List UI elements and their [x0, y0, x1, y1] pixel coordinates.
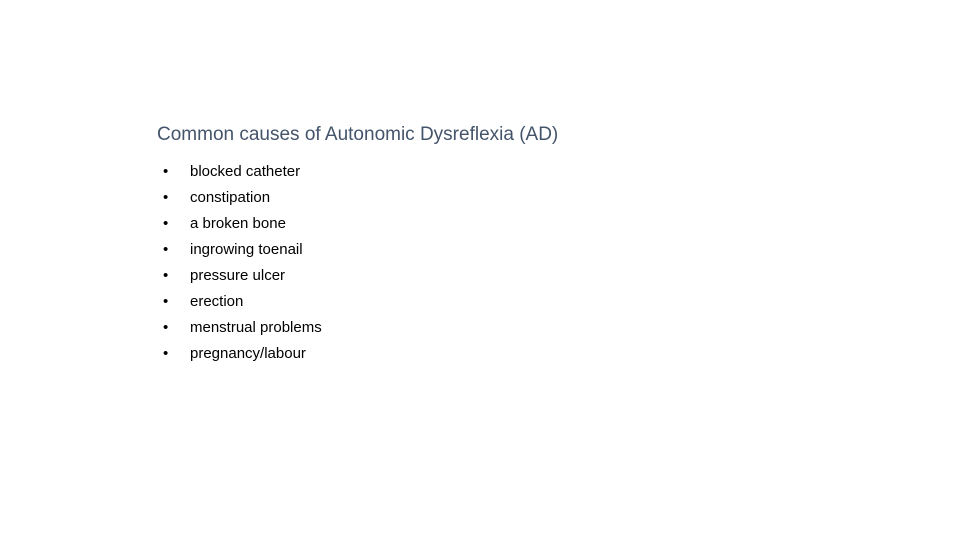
bullet-icon: • [163, 267, 169, 284]
list-item-text: constipation [190, 189, 271, 207]
bullet-icon: • [163, 292, 169, 310]
list-item [163, 288, 322, 314]
bullet-icon: • [163, 215, 169, 233]
bullet-icon: • [163, 344, 169, 362]
list-item [163, 185, 322, 211]
bullet-list [163, 159, 322, 366]
list-item-text: ingrowing toenail [190, 241, 303, 259]
list-item-text: pressure ulcer [190, 267, 286, 284]
list-item [163, 340, 322, 366]
list-item-text: a broken bone [190, 215, 286, 233]
list-item-text: blocked catheter [190, 163, 301, 181]
list-item-text: menstrual problems [190, 318, 322, 336]
bullet-icon: • [163, 189, 169, 207]
list-item [163, 314, 322, 340]
bullet-icon: • [163, 318, 169, 336]
bullet-icon: • [163, 241, 169, 259]
bullet-icon: • [163, 163, 169, 181]
list-item [163, 263, 322, 289]
list-item [163, 159, 322, 185]
slide-title: Common causes of Autonomic Dysreflexia (AD) [157, 124, 559, 145]
list-item [163, 237, 322, 263]
list-item-text: pregnancy/labour [190, 344, 306, 362]
list-item [163, 211, 322, 237]
list-item-text: erection [190, 292, 244, 310]
